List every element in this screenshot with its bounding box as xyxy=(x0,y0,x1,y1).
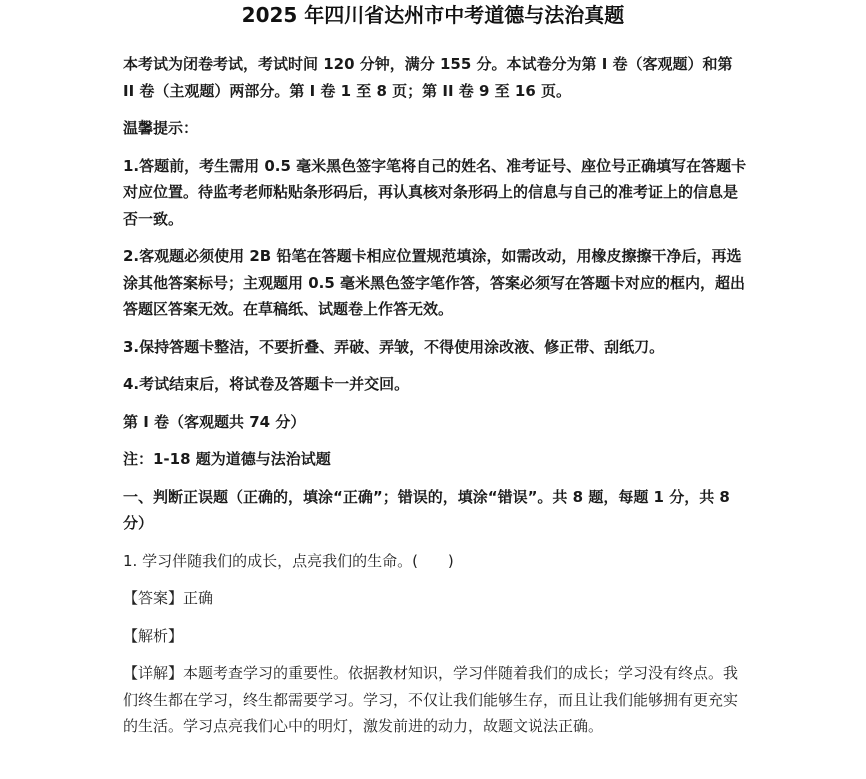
tip-item-2: 2.客观题必须使用 2B 铅笔在答题卡相应位置规范填涂，如需改动，用橡皮擦擦干净后，再选涂其他答案标号；主观题用 0.5 毫米黑色签字笔作答，答案必须写在答题卡对应的框内，超出答题区答案无效。在草稿纸、试题卷上作答无效。 xyxy=(123,247,746,318)
answer-1: 【答案】正确 xyxy=(123,589,214,607)
tip-item-4: 4.考试结束后，将试卷及答题卡一并交回。 xyxy=(123,375,410,393)
document-body xyxy=(123,51,748,751)
exam-intro: 本考试为闭卷考试，考试时间 120 分钟，满分 155 分。本试卷分为第 I 卷（客观题）和第 II 卷（主观题）两部分。第 I 卷 1 至 8 页；第 II 卷 9 至 16 页。 xyxy=(123,55,738,100)
question-1: 1. 学习伴随我们的成长，点亮我们的生命。( ) xyxy=(123,551,454,570)
page-title: 2025 年四川省达州市中考道德与法治真题 xyxy=(241,3,625,27)
analysis-label: 【解析】 xyxy=(123,626,184,645)
section1-heading: 一、判断正误题（正确的，填涂“正确”；错误的，填涂“错误”。共 8 题，每题 1 分，共 8 分） xyxy=(123,487,736,532)
tip-item-3: 3.保持答题卡整洁，不要折叠、弄破、弄皱，不得使用涂改液、修正带、刮纸刀。 xyxy=(123,337,665,356)
subject-note: 注：1-18 题为道德与法治试题 xyxy=(123,450,331,468)
tips-heading: 温馨提示： xyxy=(123,119,199,137)
tip-item-1: 1.答题前，考生需用 0.5 毫米黑色签字笔将自己的姓名、准考证号、座位号正确填写在答题卡对应位置。待监考老师粘贴条形码后，再认真核对条形码上的信息与自己的准考证上的信息是否一致。 xyxy=(123,156,747,228)
detail-1: 【详解】本题考查学习的重要性。依据教材知识，学习伴随着我们的成长；学习没有终点。我们终生都在学习，终生都需要学习。学习，不仅让我们能够生存，而且让我们能够拥有更充实的生活。学习点亮我们心中的明灯，激发前进的动力，故题文说法正确。 xyxy=(123,664,739,735)
part1-heading: 第 I 卷（客观题共 74 分） xyxy=(123,412,306,431)
